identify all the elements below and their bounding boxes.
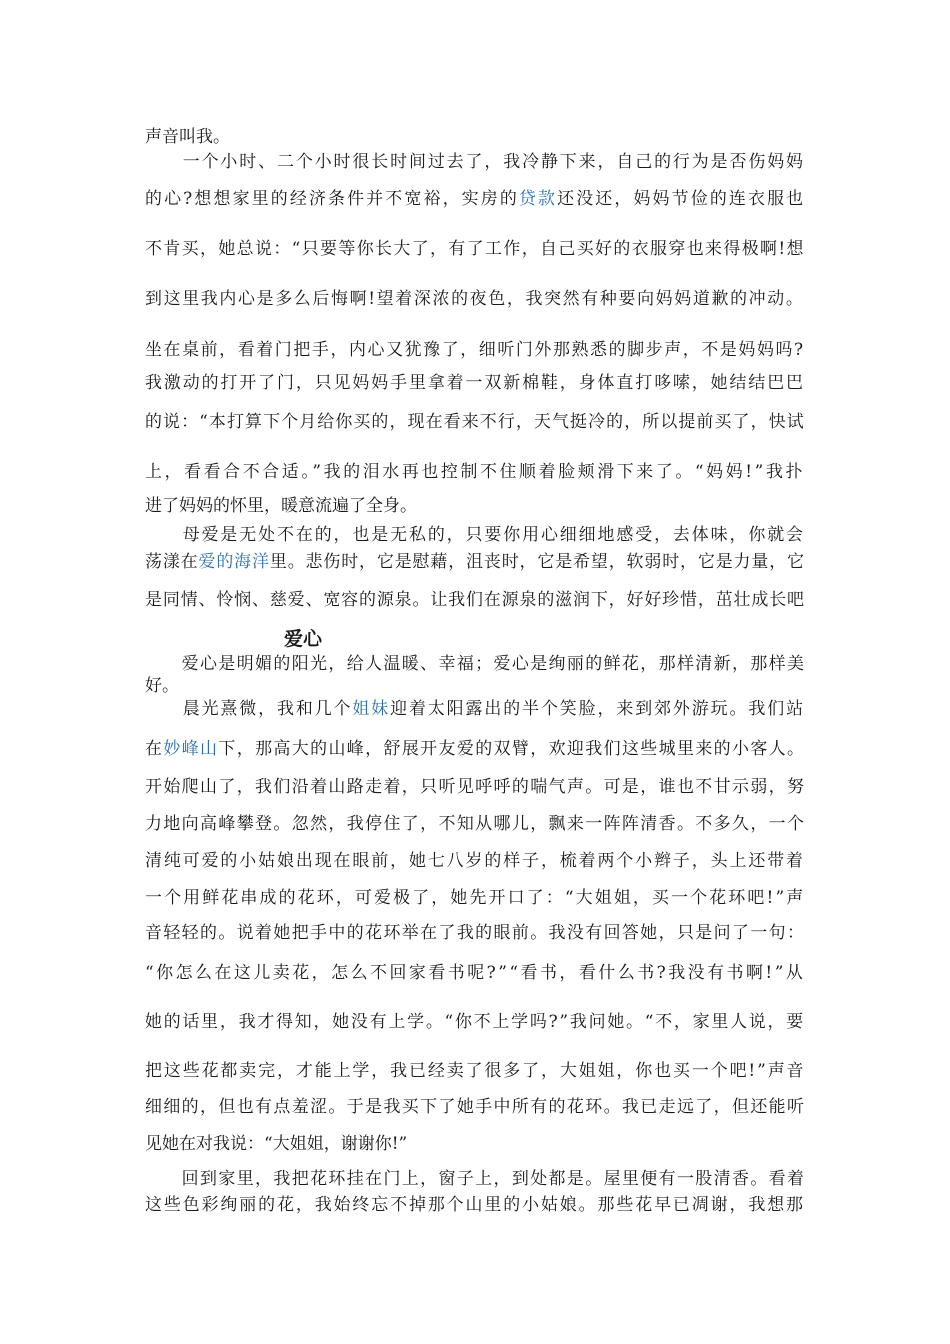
text-line: 见她在对我说：“大姐姐，谢谢你!”	[145, 1134, 408, 1154]
text-line: 音轻轻的。说着她把手中的花环举在了我的眼前。我没有回答她，只是问了一句：	[145, 923, 806, 943]
text-line: 力地向高峰攀登。忽然，我停住了，不知从哪儿，飘来一阵阵清香。不多久，一个	[145, 814, 806, 834]
text-line: 爱心是明媚的阳光，给人温暖、幸福；爱心是绚丽的鲜花，那样清新，那样美	[145, 654, 806, 674]
text-line: 上，看看合不合适。”我的泪水再也控制不住顺着脸颊滑下来了。“妈妈!”我扑	[145, 462, 806, 482]
text-line: 坐在桌前，看着门把手，内心又犹豫了，细听门外那熟悉的脚步声，不是妈妈吗?	[145, 340, 805, 360]
text-line: 她的话里，我才得知，她没有上学。“你不上学吗?”我问她。“不，家里人说，要	[145, 1012, 805, 1032]
text-line: 声音叫我。	[145, 127, 230, 147]
text-line: 这些色彩绚丽的花，我始终忘不掉那个山里的小姑娘。那些花早已凋谢，我想那	[145, 1195, 805, 1215]
hyperlink[interactable]: 妙峰山	[163, 739, 219, 759]
text-segment: 下，那高大的山峰，舒展开友爱的双臂，欢迎我们这些城里来的小客人。	[218, 739, 806, 759]
text-line: 一个小时、二个小时很长时间过去了，我冷静下来，自己的行为是否伤妈妈	[145, 152, 805, 172]
text-line: 到这里我内心是多么后悔啊!望着深浓的夜色，我突然有种要向妈妈道歉的冲动。	[145, 289, 805, 309]
section-heading: 爱心	[284, 628, 323, 650]
text-line: 开始爬山了，我们沿着山路走着，只听见呼呼的喘气声。可是，谁也不甘示弱，努	[145, 777, 806, 797]
hyperlink[interactable]: 爱的海洋	[198, 552, 270, 572]
text-segment: 迎着太阳露出的半个笑脸，来到郊外游玩。我们站	[390, 699, 805, 719]
text-line: 的说：“本打算下个月给你买的，现在看来不行，天气挺冷的，所以提前买了，快试	[145, 412, 805, 432]
text-line: 进了妈妈的怀里，暖意流遍了全身。	[145, 496, 417, 516]
text-line	[145, 698, 805, 720]
hyperlink[interactable]: 贷款	[518, 189, 558, 209]
text-line: 回到家里，我把花环挂在门上，窗子上，到处都是。屋里便有一股清香。看着	[145, 1169, 806, 1189]
text-segment: 在	[145, 739, 164, 759]
hyperlink[interactable]: 姐妹	[352, 699, 391, 719]
text-line	[145, 188, 805, 210]
text-line: 是同情、怜悯、慈爱、宽容的源泉。让我们在源泉的滋润下，好好珍惜，茁壮成长吧	[145, 590, 805, 610]
text-line: 清纯可爱的小姑娘出现在眼前，她七八岁的样子，梳着两个小辫子，头上还带着	[145, 851, 805, 871]
text-line	[145, 738, 805, 760]
text-line: 一个用鲜花串成的花环，可爱极了，她先开口了：“大姐姐，买一个花环吧!”声	[145, 888, 806, 908]
text-line: “你怎么在这儿卖花，怎么不回家看书呢?”“看书，看什么书?我没有书啊!”从	[145, 963, 806, 983]
text-line	[145, 551, 805, 573]
text-line: 把这些花都卖完，才能上学，我已经卖了很多了，大姐姐，你也买一个吧!”声音	[145, 1061, 806, 1081]
text-segment: 晨光熹微，我和几个	[145, 699, 353, 719]
text-line: 我激动的打开了门，只见妈妈手里拿着一双新棉鞋，身体直打哆嗦，她结结巴巴	[145, 373, 805, 393]
text-line: 细细的，但也有点羞涩。于是我买下了她手中所有的花环。我已走远了，但还能听	[145, 1097, 806, 1117]
text-segment: 里。悲伤时，它是慰藉，沮丧时，它是希望，软弱时，它是力量，它	[269, 552, 805, 572]
text-line: 不肯买，她总说：“只要等你长大了，有了工作，自己买好的衣服穿也来得极啊!想	[145, 239, 805, 259]
text-segment: 的心?想想家里的经济条件并不宽裕，实房的	[145, 189, 519, 209]
text-line: 好。	[145, 676, 179, 696]
text-segment: 还没还，妈妈节俭的连衣服也	[557, 189, 806, 209]
text-line: 母爱是无处不在的，也是无私的，只要你用心细细地感受，去体味，你就会	[145, 525, 805, 545]
text-segment: 荡漾在	[145, 552, 199, 572]
